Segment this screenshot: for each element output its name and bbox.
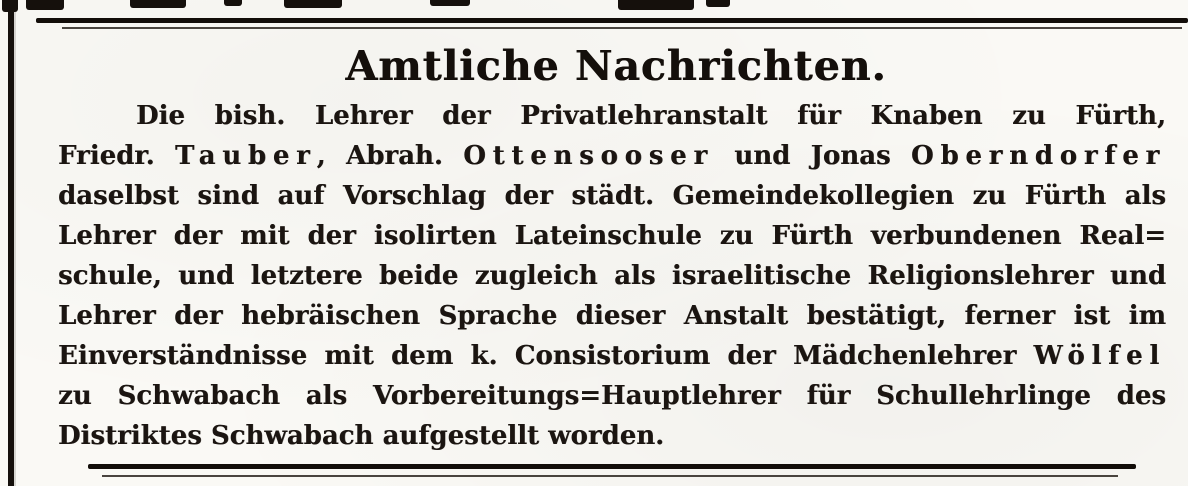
letterspaced-name: Tauber [175, 141, 317, 171]
text-segment: zu Schwabach als Vorbereitungs=Hauptlehrer für Schullehrlinge des [58, 381, 1166, 411]
paragraph-line [58, 376, 1166, 416]
letterspaced-name: Ottensooser [463, 141, 714, 171]
text-segment: daselbst sind auf Vorschlag der städt. Gemeindekollegien zu Fürth als [58, 181, 1166, 211]
article-heading: Amtliche Nachrichten. [345, 42, 887, 90]
cropped-text-fragment [224, 0, 242, 6]
cropped-text-fragment [26, 0, 64, 10]
text-segment: Friedr. [58, 141, 176, 171]
paragraph-line [58, 176, 1166, 216]
letterspaced-name: Wölfel [1033, 341, 1166, 371]
letterspaced-name: Oberndorfer [911, 141, 1167, 171]
column-rule-left [8, 0, 14, 486]
paragraph-line [58, 336, 1166, 376]
bottom-rule-thin [102, 475, 1118, 477]
cropped-text-fragment [130, 0, 186, 8]
text-segment: Einverständnisse mit dem k. Consistorium der Mädchenlehrer [58, 341, 1034, 371]
paragraph-line [58, 96, 1166, 136]
article-paragraph [58, 96, 1166, 456]
paragraph-line [58, 256, 1166, 296]
cropped-text-fragment [2, 0, 18, 12]
text-segment: Lehrer der mit der isolirten Lateinschule zu Fürth verbundenen Real= [58, 221, 1166, 251]
cropped-text-fragment [284, 0, 342, 8]
top-rule-thin [62, 27, 1182, 29]
bottom-rule-thick [88, 464, 1136, 469]
paragraph-line [58, 136, 1166, 176]
top-rule-thick [36, 18, 1188, 23]
text-segment: Distriktes Schwabach aufgestellt worden. [58, 421, 665, 451]
paragraph-line [58, 216, 1166, 256]
paragraph-line [58, 296, 1166, 336]
cropped-text-fragment [618, 0, 694, 10]
text-segment: Lehrer der hebräischen Sprache dieser Anstalt bestätigt, ferner ist im [58, 301, 1166, 331]
cropped-text-fragment [430, 0, 470, 6]
text-segment: schule, und letztere beide zugleich als israelitische Religionslehrer und [58, 261, 1166, 291]
text-segment: und Jonas [713, 141, 912, 171]
text-segment: Die bish. Lehrer der Privatlehranstalt für Knaben zu Fürth, [136, 101, 1166, 131]
text-segment: , Abrah. [316, 141, 464, 171]
paragraph-line [58, 416, 1166, 456]
cropped-text-fragment [706, 0, 730, 7]
